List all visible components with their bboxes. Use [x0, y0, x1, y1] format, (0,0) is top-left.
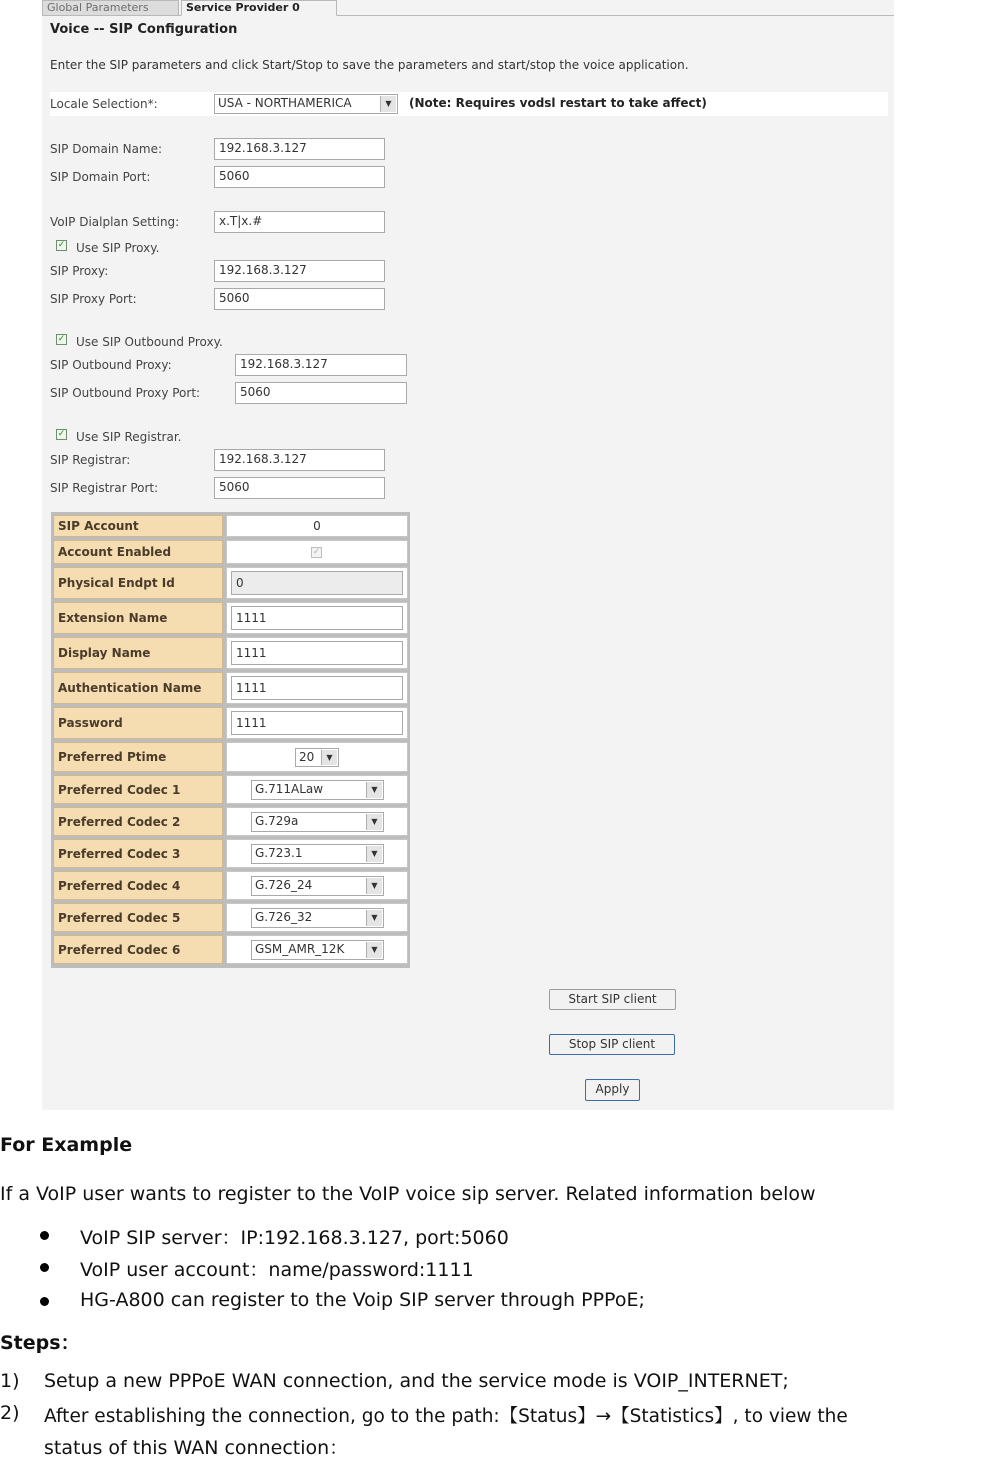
- codec-4-label: Preferred Codec 4: [53, 871, 223, 900]
- table-row: [53, 807, 408, 836]
- codec-4-value: G.726_24: [255, 878, 313, 892]
- use-outbound-proxy-checkbox[interactable]: ✓: [57, 334, 66, 344]
- table-row: [53, 540, 408, 564]
- outbound-proxy-label: SIP Outbound Proxy:: [50, 358, 172, 372]
- use-sip-proxy-checkbox[interactable]: ✓: [57, 240, 66, 250]
- list-item: VoIP user account：name/password:1111: [80, 1259, 474, 1281]
- sip-domain-name-label: SIP Domain Name:: [50, 142, 163, 156]
- dialplan-label: VoIP Dialplan Setting:: [50, 215, 180, 229]
- table-row: [53, 707, 408, 739]
- physical-endpt-input[interactable]: 0: [231, 571, 403, 595]
- registrar-input[interactable]: 192.168.3.127: [214, 449, 385, 471]
- codec-5-select[interactable]: [251, 908, 384, 928]
- display-name-input[interactable]: 1111: [231, 641, 403, 665]
- bullet-icon: [40, 1231, 49, 1240]
- table-row: [53, 839, 408, 868]
- example-heading: For Example: [0, 1134, 133, 1156]
- sip-proxy-input[interactable]: 192.168.3.127: [214, 260, 385, 282]
- dialplan-input[interactable]: x.T|x.#: [214, 211, 385, 233]
- codec-4-select[interactable]: [251, 876, 384, 896]
- codec-3-select[interactable]: [251, 844, 384, 864]
- codec-1-select[interactable]: [251, 780, 384, 800]
- locale-select[interactable]: [214, 94, 398, 114]
- locale-value: USA - NORTHAMERICA: [218, 96, 352, 110]
- tab-bar: [42, 0, 894, 16]
- outbound-proxy-port-input[interactable]: 5060: [235, 382, 407, 404]
- extension-name-input[interactable]: 1111: [231, 606, 403, 630]
- step-text: After establishing the connection, go to the path:【Status】→【Statistics】, to view the: [44, 1406, 848, 1427]
- table-row: [53, 637, 408, 669]
- table-row: [53, 871, 408, 900]
- step-text: Setup a new PPPoE WAN connection, and the service mode is VOIP_INTERNET;: [44, 1370, 789, 1392]
- sip-proxy-port-input[interactable]: 5060: [214, 288, 385, 310]
- tab-global-parameters[interactable]: Global Parameters: [42, 0, 179, 15]
- account-enabled-label: Account Enabled: [53, 540, 223, 564]
- chevron-down-icon: ▼: [366, 846, 382, 862]
- chevron-down-icon: ▼: [380, 96, 396, 112]
- section-description: Enter the SIP parameters and click Start/Stop to save the parameters and start/stop the voice application.: [50, 58, 689, 72]
- apply-button[interactable]: Apply: [585, 1079, 640, 1101]
- step-continuation: status of this WAN connection：: [44, 1437, 349, 1459]
- chevron-down-icon: ▼: [366, 878, 382, 894]
- use-sip-proxy-label: Use SIP Proxy.: [76, 241, 160, 255]
- list-item: VoIP SIP server：IP:192.168.3.127, port:5060: [80, 1227, 509, 1249]
- codec-6-label: Preferred Codec 6: [53, 935, 223, 964]
- password-input[interactable]: 1111: [231, 711, 403, 735]
- chevron-down-icon: ▼: [366, 910, 382, 926]
- chevron-down-icon: ▼: [366, 782, 382, 798]
- registrar-label: SIP Registrar:: [50, 453, 131, 467]
- table-row: [53, 903, 408, 932]
- locale-note: (Note: Requires vodsl restart to take affect): [409, 96, 707, 110]
- locale-label: Locale Selection*:: [50, 97, 158, 111]
- codec-6-value: GSM_AMR_12K: [255, 942, 345, 956]
- sip-account-label: SIP Account: [53, 515, 223, 537]
- table-row: [53, 775, 408, 804]
- step-number: 1): [0, 1370, 20, 1392]
- steps-heading: Steps：: [0, 1332, 80, 1354]
- table-row: [53, 672, 408, 704]
- codec-5-label: Preferred Codec 5: [53, 903, 223, 932]
- extension-name-label: Extension Name: [53, 602, 223, 634]
- table-row: [53, 602, 408, 634]
- sip-account-value: 0: [226, 515, 408, 537]
- ptime-select[interactable]: [295, 748, 339, 767]
- codec-1-label: Preferred Codec 1: [53, 775, 223, 804]
- list-item: HG-A800 can register to the Voip SIP server through PPPoE;: [80, 1289, 645, 1311]
- step-number: 2): [0, 1402, 20, 1424]
- chevron-down-icon: ▼: [366, 942, 382, 958]
- codec-6-select[interactable]: [251, 940, 384, 960]
- ptime-label: Preferred Ptime: [53, 742, 223, 772]
- codec-2-label: Preferred Codec 2: [53, 807, 223, 836]
- chevron-down-icon: ▼: [321, 750, 337, 765]
- sip-domain-name-input[interactable]: 192.168.3.127: [214, 138, 385, 160]
- sip-proxy-port-label: SIP Proxy Port:: [50, 292, 137, 306]
- account-enabled-checkbox[interactable]: ✓: [312, 547, 321, 557]
- stop-sip-client-button[interactable]: Stop SIP client: [549, 1034, 675, 1055]
- sip-account-table: [51, 512, 410, 968]
- tab-service-provider-0[interactable]: Service Provider 0: [181, 0, 337, 16]
- ptime-value: 20: [299, 750, 315, 764]
- sip-domain-port-input[interactable]: 5060: [214, 166, 385, 188]
- codec-3-value: G.723.1: [255, 846, 303, 860]
- bullet-icon: [40, 1263, 49, 1272]
- table-row: [53, 935, 408, 964]
- codec-5-value: G.726_32: [255, 910, 313, 924]
- start-sip-client-button[interactable]: Start SIP client: [549, 989, 676, 1010]
- auth-name-input[interactable]: 1111: [231, 676, 403, 700]
- auth-name-label: Authentication Name: [53, 672, 223, 704]
- outbound-proxy-port-label: SIP Outbound Proxy Port:: [50, 386, 201, 400]
- registrar-port-input[interactable]: 5060: [214, 477, 385, 499]
- intro-paragraph: If a VoIP user wants to register to the VoIP voice sip server. Related information below: [0, 1183, 816, 1205]
- section-title: Voice -- SIP Configuration: [50, 22, 238, 37]
- use-registrar-label: Use SIP Registrar.: [76, 430, 182, 444]
- use-registrar-checkbox[interactable]: ✓: [57, 429, 66, 439]
- table-row: [53, 567, 408, 599]
- table-row: [53, 742, 408, 772]
- physical-endpt-label: Physical Endpt Id: [53, 567, 223, 599]
- chevron-down-icon: ▼: [366, 814, 382, 830]
- password-label: Password: [53, 707, 223, 739]
- sip-proxy-label: SIP Proxy:: [50, 264, 109, 278]
- sip-domain-port-label: SIP Domain Port:: [50, 170, 151, 184]
- outbound-proxy-input[interactable]: 192.168.3.127: [235, 354, 407, 376]
- codec-2-select[interactable]: [251, 812, 384, 832]
- table-row: [53, 515, 408, 537]
- bullet-icon: [40, 1297, 49, 1306]
- codec-2-value: G.729a: [255, 814, 299, 828]
- display-name-label: Display Name: [53, 637, 223, 669]
- codec-3-label: Preferred Codec 3: [53, 839, 223, 868]
- codec-1-value: G.711ALaw: [255, 782, 324, 796]
- sip-config-screenshot: [42, 0, 894, 1110]
- use-outbound-proxy-label: Use SIP Outbound Proxy.: [76, 335, 223, 349]
- registrar-port-label: SIP Registrar Port:: [50, 481, 159, 495]
